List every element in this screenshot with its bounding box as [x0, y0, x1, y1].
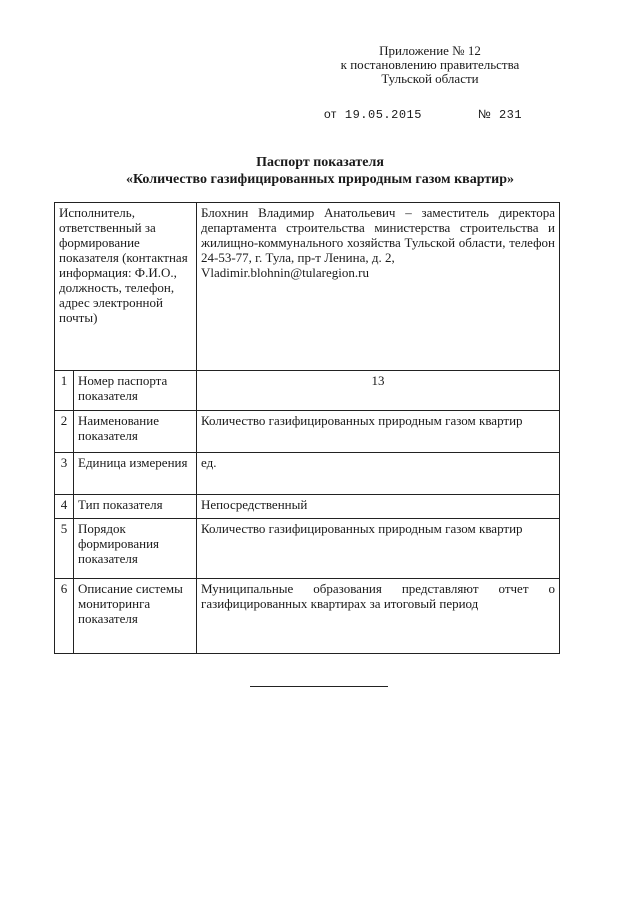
row-number: 5: [55, 519, 74, 579]
row-number: 2: [55, 411, 74, 453]
date-prefix: от: [324, 107, 337, 121]
number-prefix: №: [477, 107, 492, 121]
row-label: Описание системы мониторинга показателя: [74, 579, 197, 654]
table-row: [55, 579, 560, 654]
end-divider: [250, 686, 388, 687]
row-number: 6: [55, 579, 74, 654]
passport-table: [54, 202, 560, 654]
row-value: 13: [197, 371, 560, 411]
table-row: [55, 371, 560, 411]
table-row: [55, 453, 560, 495]
decree-date-line: [324, 107, 522, 122]
title-line-1: Паспорт показателя: [256, 155, 384, 170]
row-label: Номер паспорта показателя: [74, 371, 197, 411]
appendix-line: Тульской области: [381, 71, 479, 86]
row-number: 3: [55, 453, 74, 495]
title-line-2: «Количество газифицированных природным газом квартир»: [125, 172, 515, 187]
row-number: 1: [55, 371, 74, 411]
row-label: Наименование показателя: [74, 411, 197, 453]
row-label: Порядок формирования показателя: [74, 519, 197, 579]
row-label: Тип показателя: [74, 495, 197, 519]
decree-number: 231: [498, 108, 523, 122]
executor-email: Vladimir.blohnin@tularegion.ru: [201, 265, 369, 280]
executor-contact: Блохнин Владимир Анатольевич – заместитель директора департамента строительства министерства строительства и жилищно-коммунального хозяйства Тульской области, телефон 24-53-77, г. Тула, пр-т Ленина, д. 2,: [201, 205, 555, 265]
row-value: Непосредственный: [197, 495, 560, 519]
table-row-executor: [55, 203, 560, 371]
decree-date: 19.05.2015: [344, 108, 422, 122]
document-title: [0, 154, 640, 188]
row-label: Единица измерения: [74, 453, 197, 495]
table-row: [55, 495, 560, 519]
row-value: Количество газифицированных природным газом квартир: [197, 411, 560, 453]
row-value: Количество газифицированных природным газом квартир: [197, 519, 560, 579]
table-row: [55, 519, 560, 579]
table-row: [55, 411, 560, 453]
appendix-line: к постановлению правительства: [340, 57, 520, 72]
executor-label: Исполнитель, ответственный за формирование показателя (контактная информация: Ф.И.О., должность, телефон, адрес электронной почты): [55, 203, 197, 371]
appendix-block: [300, 44, 560, 86]
row-number: 4: [55, 495, 74, 519]
row-value: ед.: [197, 453, 560, 495]
appendix-line: Приложение № 12: [379, 43, 481, 58]
row-value: Муниципальные образования представляют отчет о газифицированных квартирах за итоговый период: [197, 579, 560, 654]
executor-value: [197, 203, 560, 371]
